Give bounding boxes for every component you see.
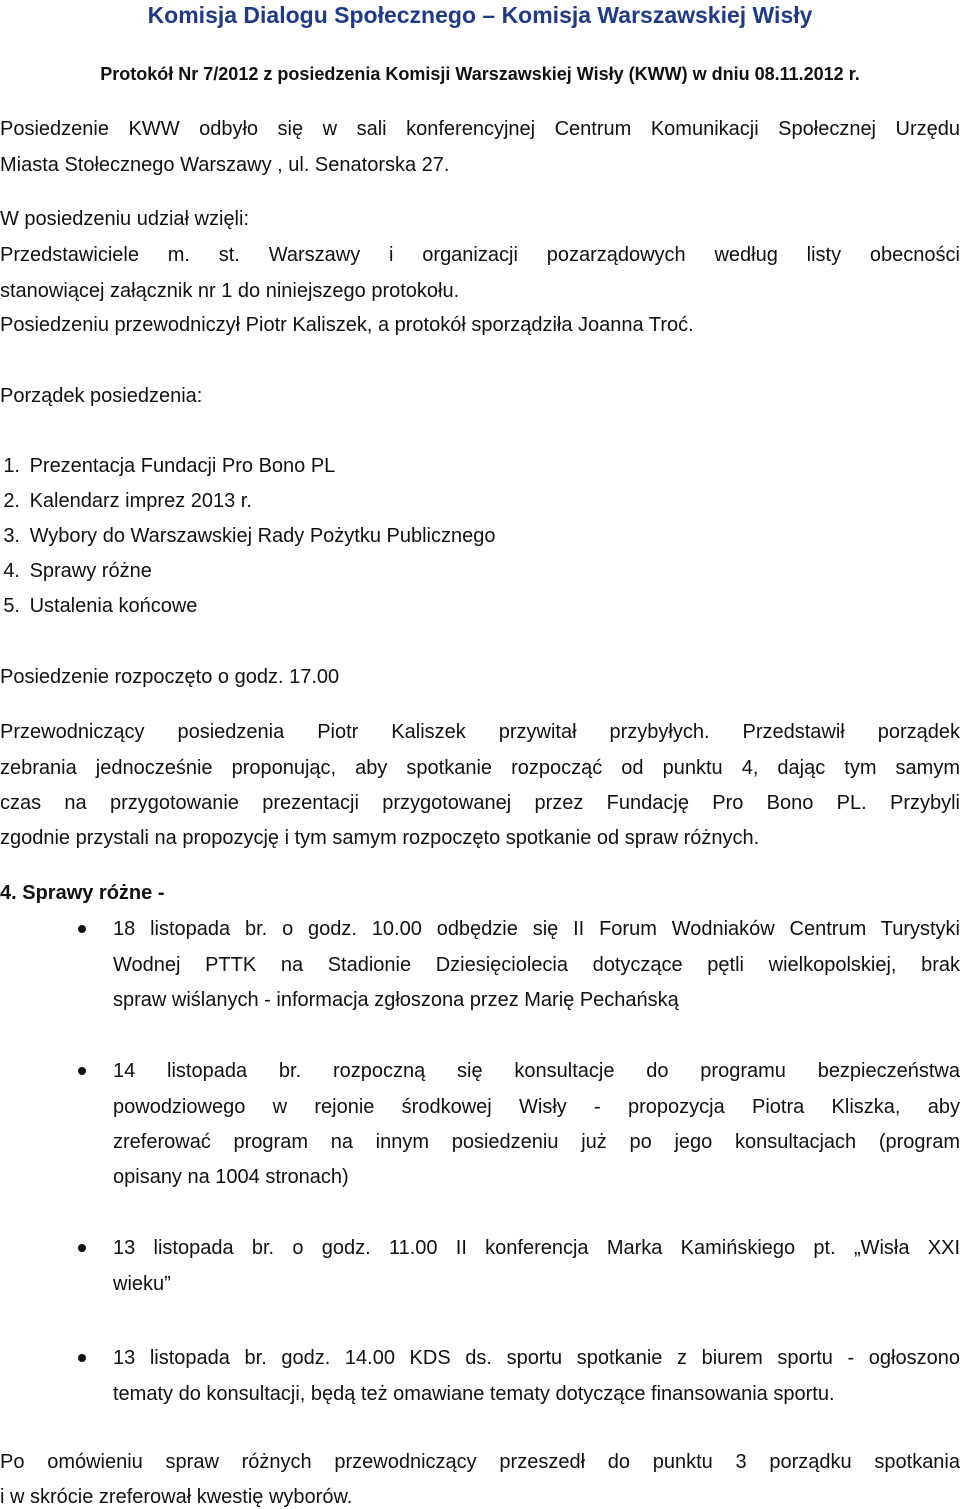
bullet-icon [78,1244,86,1252]
agenda-item-text: Sprawy różne [29,560,152,582]
opening-line-3: czas na przygotowanie prezentacji przygotowanej przez Fundację Pro Bono PL. Przybyli [0,792,960,814]
venue-line-2: Miasta Stołecznego Warszawy , ul. Senatorska 27. [0,154,450,176]
agenda-item [0,524,960,548]
agenda-item [0,489,960,513]
bullet-line: spraw wiślanych - informacja zgłoszona przez Marię Pechańską [113,989,679,1011]
participants-line-1: Przedstawiciele m. st. Warszawy i organizacji pozarządowych według listy obecności [0,244,960,266]
bullet-icon [78,1067,86,1075]
agenda-item [0,559,960,583]
agenda-item-number: 4. [3,560,20,582]
bullet-line: 18 listopada br. o godz. 10.00 odbędzie się II Forum Wodniaków Centrum Turystyki [113,918,960,940]
bullet-line: wieku” [113,1273,171,1295]
document-subtitle: Protokół Nr 7/2012 z posiedzenia Komisji Warszawskiej Wisły (KWW) w dniu 08.11.2012 r. [100,64,860,84]
agenda-item-number: 2. [3,490,20,512]
agenda-item [0,594,960,618]
bullet-line: 14 listopada br. rozpoczną się konsultacje do programu bezpieczeństwa [113,1060,960,1082]
section-4-heading: 4. Sprawy różne - [0,882,165,904]
venue-line-1: Posiedzenie KWW odbyło się w sali konferencyjnej Centrum Komunikacji Społecznej Urzędu [0,118,960,140]
closing-line-1: Po omówieniu spraw różnych przewodniczący przeszedł do punktu 3 porządku spotkania [0,1451,960,1473]
agenda-item-number: 5. [3,595,20,617]
opening-line-4: zgodnie przystali na propozycję i tym samym rozpoczęto spotkanie od spraw różnych. [0,827,760,849]
opening-line-2: zebrania jednocześnie proponując, aby spotkanie rozpocząć od punktu 4, dając tym samym [0,757,960,779]
agenda-item-number: 3. [3,525,20,547]
start-time-line: Posiedzenie rozpoczęto o godz. 17.00 [0,666,340,688]
agenda-item-text: Ustalenia końcowe [29,595,198,617]
bullet-line: tematy do konsultacji, będą też omawiane tematy dotyczące finansowania sportu. [113,1383,835,1405]
agenda-item-text: Wybory do Warszawskiej Rady Pożytku Publicznego [29,525,496,547]
agenda-label: Porządek posiedzenia: [0,385,203,407]
bullet-line: zreferować program na innym posiedzeniu już po jego konsultacjach (program [113,1131,960,1153]
agenda-item-number: 1. [3,455,20,477]
participants-line-2: stanowiącej załącznik nr 1 do niniejszego protokołu. [0,280,460,302]
participants-label: W posiedzeniu udział wzięli: [0,208,250,230]
agenda-item-text: Kalendarz imprez 2013 r. [29,490,252,512]
closing-line-2: i w skrócie zreferował kwestię wyborów. [0,1486,353,1508]
chair-line: Posiedzeniu przewodniczył Piotr Kaliszek, a protokół sporządziła Joanna Troć. [0,314,694,336]
bullet-icon [78,925,86,933]
bullet-line: opisany na 1004 stronach) [113,1166,349,1188]
bullet-line: 13 listopada br. o godz. 11.00 II konferencja Marka Kamińskiego pt. „Wisła XXI [113,1237,960,1259]
agenda-item-text: Prezentacja Fundacji Pro Bono PL [29,455,336,477]
opening-line-1: Przewodniczący posiedzenia Piotr Kaliszek przywitał przybyłych. Przedstawił porządek [0,721,960,743]
bullet-line: 13 listopada br. godz. 14.00 KDS ds. sportu spotkanie z biurem sportu - ogłoszono [113,1347,960,1369]
agenda-item [0,454,960,478]
bullet-icon [78,1354,86,1362]
bullet-line: powodziowego w rejonie środkowej Wisły - propozycja Piotra Kliszka, aby [113,1096,960,1118]
document-title: Komisja Dialogu Społecznego – Komisja Warszawskiej Wisły [147,2,813,28]
bullet-line: Wodnej PTTK na Stadionie Dziesięciolecia dotyczące pętli wielkopolskiej, brak [113,954,960,976]
